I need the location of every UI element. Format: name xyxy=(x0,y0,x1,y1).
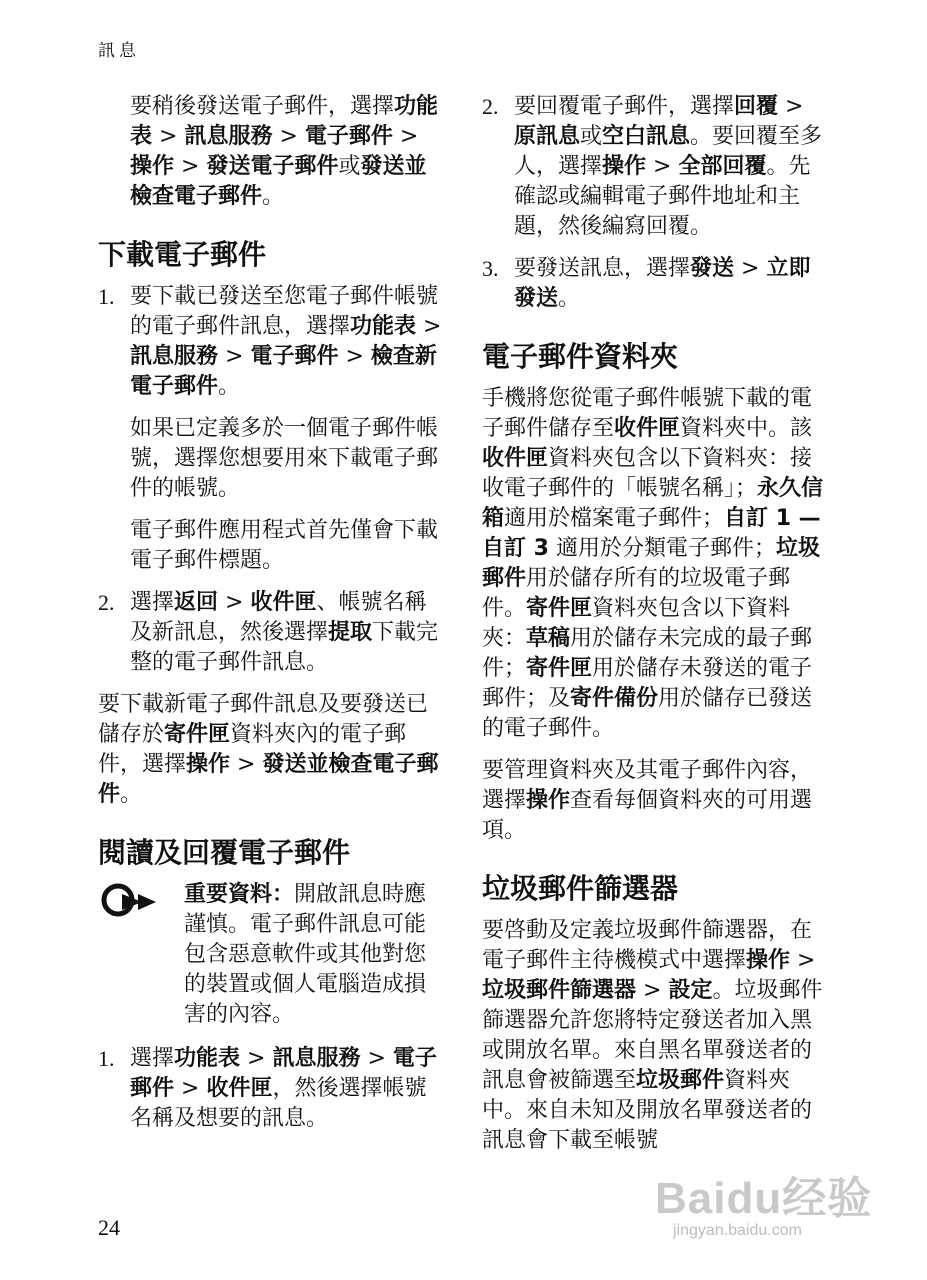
menu-term: 收件匣 xyxy=(482,446,549,471)
text-run: 或 xyxy=(580,124,603,149)
menu-term: 提取 xyxy=(328,620,373,645)
menu-term: 發送電子郵件 xyxy=(206,154,339,179)
text-run: > xyxy=(272,124,305,149)
menu-term: 返回 xyxy=(174,590,219,615)
menu-term: 垃圾郵件 xyxy=(636,1068,725,1093)
text-run: > xyxy=(392,124,419,149)
menu-term: 訊息服務 xyxy=(130,344,219,369)
intro-paragraph xyxy=(130,92,443,212)
menu-term: 電子郵件 xyxy=(304,124,393,149)
text-run: > xyxy=(174,1076,207,1101)
menu-term: 全部回覆 xyxy=(678,154,767,179)
step-number: 1. xyxy=(98,284,115,309)
text-run: 。 xyxy=(262,184,285,209)
menu-term: 操作 xyxy=(130,154,175,179)
menu-term: 訊息服務 xyxy=(272,1046,361,1071)
baidu-watermark xyxy=(655,1162,872,1240)
menu-term: 操作 xyxy=(602,154,647,179)
menu-term: 垃圾郵件 xyxy=(482,536,820,591)
menu-term: 收件匣 xyxy=(250,590,317,615)
read-step-2 xyxy=(482,92,827,242)
text-run: > xyxy=(230,752,263,777)
text-run: 。 xyxy=(218,374,241,399)
right-column xyxy=(482,92,827,1168)
menu-term: 寄件匣 xyxy=(164,722,231,747)
left-column xyxy=(98,92,443,1146)
menu-term: 回覆 xyxy=(734,94,779,119)
spam-filter-paragraph xyxy=(482,916,827,1156)
text-run: 。垃圾郵件篩選器允許您將特定發送者加入黑或開放名單。來自黑名單發送者的訊息會被篩選至 xyxy=(482,978,823,1093)
text-run: > xyxy=(218,590,251,615)
text-run: > xyxy=(790,948,816,973)
menu-term: 發送 xyxy=(690,256,735,281)
watermark-url: jingyan.baidu.com xyxy=(673,1222,802,1239)
download-note-accounts: 如果已定義多於一個電子郵件帳號，選擇您想要用來下載電子郵件的帳號。 xyxy=(130,416,439,501)
step-text xyxy=(130,282,443,402)
text-run: > xyxy=(646,154,679,179)
menu-term: 操作 xyxy=(186,752,231,777)
text-run: 開啟訊息時應謹慎。電子郵件訊息可能包含惡意軟件或其他對您的裝置或個人電腦造成損害的內容。 xyxy=(184,882,427,1027)
menu-term: 訊息服務 xyxy=(184,124,273,149)
text-run: > xyxy=(338,344,371,369)
step-text xyxy=(130,1044,443,1134)
menu-term: 立即發送 xyxy=(514,256,811,311)
menu-term: 寄件匣 xyxy=(526,596,593,621)
menu-term: 寄件備份 xyxy=(570,686,659,711)
text-run: 手機將您從電子郵件帳號下載的電子郵件儲存至 xyxy=(482,386,813,441)
text-run: > xyxy=(218,344,251,369)
text-run: 選擇 xyxy=(130,1046,175,1071)
text-run: 要稍後發送電子郵件，選擇 xyxy=(130,94,395,119)
text-run: 適用於分類電子郵件； xyxy=(548,536,776,561)
heading-read-reply-email: 閱讀及回覆電子郵件 xyxy=(98,836,351,869)
text-run: 要啓動及定義垃圾郵件篩選器，在電子郵件主待機模式中選擇 xyxy=(482,918,813,973)
menu-term: 設定 xyxy=(668,978,713,1003)
step-text xyxy=(514,254,827,314)
text-run: 、帳號名稱及新訊息，然後選擇 xyxy=(130,590,427,645)
text-run: 資料夾中。該 xyxy=(680,416,813,441)
menu-term: 永久信箱 xyxy=(482,476,824,531)
text-run: 選擇 xyxy=(130,590,175,615)
text-run: > xyxy=(636,978,669,1003)
menu-term: 電子郵件 xyxy=(130,1046,437,1101)
menu-term: 重要資料： xyxy=(184,882,295,907)
text-run: 用於儲存已發送的電子郵件。 xyxy=(482,686,813,741)
step-number: 1. xyxy=(98,1046,115,1071)
step-text xyxy=(514,92,827,242)
folders-paragraph xyxy=(482,384,827,744)
text-run: 資料夾包含以下資料夾： xyxy=(482,596,791,651)
page-number: 24 xyxy=(98,1215,120,1240)
read-step-3 xyxy=(482,254,827,314)
text-run: 資料夾內的電子郵件，選擇 xyxy=(98,722,407,777)
menu-term: 收件匣 xyxy=(614,416,681,441)
menu-term: 發送並檢查電子郵件 xyxy=(130,154,427,209)
menu-term: 功能表 xyxy=(174,1046,241,1071)
text-run: > xyxy=(360,1046,393,1071)
text-run: 適用於檔案電子郵件； xyxy=(504,506,725,531)
running-header: 訊息 xyxy=(98,41,140,61)
menu-term: 操作 xyxy=(526,788,571,813)
download-step-2 xyxy=(98,588,443,678)
menu-term: 寄件匣 xyxy=(526,656,593,681)
menu-term: 電子郵件 xyxy=(250,344,339,369)
text-run: 要回覆電子郵件，選擇 xyxy=(514,94,735,119)
text-run: 。要回覆至多人，選擇 xyxy=(514,124,823,179)
text-run: > xyxy=(778,94,804,119)
text-run: > xyxy=(734,256,767,281)
menu-term: 功能表 xyxy=(350,314,417,339)
menu-term: 原訊息 xyxy=(514,124,581,149)
text-run: 用於儲存未發送的電子郵件；及 xyxy=(482,656,813,711)
text-run: 。先確認或編輯電子郵件地址和主題，然後編寫回覆。 xyxy=(514,154,811,239)
step-text xyxy=(130,588,443,678)
text-run: 用於儲存所有的垃圾電子郵件。 xyxy=(482,566,791,621)
read-step-1 xyxy=(98,1044,443,1134)
text-run: ，然後選擇帳號名稱及想要的訊息。 xyxy=(130,1076,427,1131)
heading-email-folders: 電子郵件資料夾 xyxy=(482,340,679,373)
important-note-text xyxy=(184,880,443,1030)
folders-manage-paragraph xyxy=(482,756,827,846)
text-run: > xyxy=(240,1046,273,1071)
download-step-1 xyxy=(98,282,443,402)
text-run: 。 xyxy=(558,286,581,311)
text-run: 要發送訊息，選擇 xyxy=(514,256,691,281)
text-run: > xyxy=(152,124,185,149)
text-run: 下載完整的電子郵件訊息。 xyxy=(130,620,439,675)
menu-term: 空白訊息 xyxy=(602,124,691,149)
menu-term: 發送並檢查電子郵件 xyxy=(98,752,439,807)
heading-download-email: 下載電子郵件 xyxy=(98,238,267,271)
step-number: 3. xyxy=(482,256,499,281)
menu-term: 自訂 1 — 自訂 3 xyxy=(482,506,821,561)
important-note xyxy=(98,880,443,1030)
menu-term: 草稿 xyxy=(526,626,571,651)
text-run: 或 xyxy=(338,154,361,179)
text-run: 要下載新電子郵件訊息及要發送已儲存於 xyxy=(98,692,429,747)
text-run: 用於儲存未完成的最子郵件； xyxy=(482,626,813,681)
menu-term: 檢查新電子郵件 xyxy=(130,344,437,399)
menu-term: 垃圾郵件篩選器 xyxy=(482,978,637,1003)
text-run: > xyxy=(416,314,442,339)
heading-spam-filter: 垃圾郵件篩選器 xyxy=(482,872,679,905)
menu-term: 操作 xyxy=(746,948,791,973)
text-run: 查看每個資料夾的可用選項。 xyxy=(482,788,813,843)
text-run: 要下載已發送至您電子郵件帳號的電子郵件訊息，選擇 xyxy=(130,284,439,339)
step-number: 2. xyxy=(98,590,115,615)
text-run: 要管理資料夾及其電子郵件內容，選擇 xyxy=(482,758,813,813)
menu-term: 收件匣 xyxy=(206,1076,273,1101)
download-outbox-paragraph xyxy=(98,690,443,810)
watermark-logo: Baidu经验 xyxy=(655,1174,873,1223)
important-info-icon xyxy=(98,880,184,1030)
menu-term: 功能表 xyxy=(130,94,439,149)
text-run: > xyxy=(174,154,207,179)
download-note-headers: 電子郵件應用程式首先僅會下載電子郵件標題。 xyxy=(130,518,439,573)
text-run: 資料夾包含以下資料夾：接收電子郵件的「帳號名稱」； xyxy=(482,446,813,501)
step-number: 2. xyxy=(482,94,499,119)
text-run: 資料夾中。來自未知及開放名單發送者的訊息會下載至帳號 xyxy=(482,1068,813,1153)
text-run: 。 xyxy=(120,782,143,807)
